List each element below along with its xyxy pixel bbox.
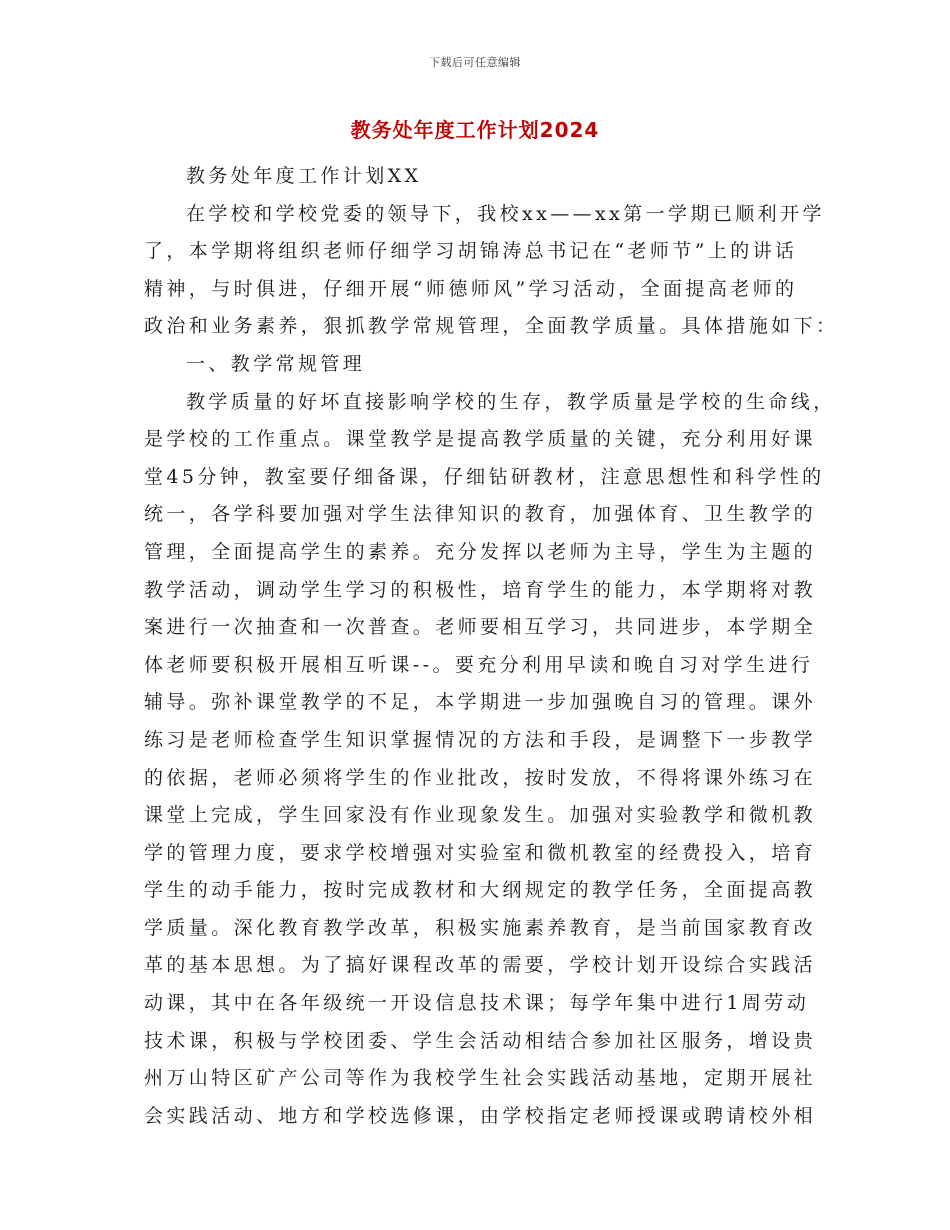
text-line: 案进行一次抽查和一次普查。老师要相互学习，共同进步，本学期全 bbox=[144, 616, 817, 639]
text-line: 体老师要积极开展相互听课--。要充分利用早读和晚自习对学生进行 bbox=[144, 653, 814, 676]
document-body bbox=[144, 158, 839, 1135]
text-line: 堂45分钟，教室要仔细备课，仔细钻研教材，注意思想性和科学性的 bbox=[144, 465, 825, 488]
text-line: 会实践活动、地方和学校选修课，由学校指定老师授课或聘请校外相 bbox=[144, 1104, 817, 1127]
text-line: 技术课，积极与学校团委、学生会活动相结合参加社区服务，增设贵 bbox=[144, 1029, 817, 1052]
text-line: 了，本学期将组织老师仔细学习胡锦涛总书记在“老师节”上的讲话 bbox=[144, 240, 798, 263]
text-line: 政治和业务素养，狠抓教学常规管理，全面教学质量。具体措施如下： bbox=[144, 315, 839, 338]
text-line: 练习是老师检查学生知识掌握情况的方法和手段，是调整下一步教学 bbox=[144, 728, 817, 751]
text-line: 动课，其中在各年级统一开设信息技术课；每学年集中进行1周劳动 bbox=[144, 992, 810, 1015]
text-line: 教学质量的好坏直接影响学校的生存，教学质量是学校的生命线， bbox=[186, 390, 836, 413]
text-line: 学的管理力度，要求学校增强对实验室和微机教室的经费投入，培育 bbox=[144, 841, 817, 864]
document-title: 教务处年度工作计划2024 bbox=[350, 118, 600, 142]
text-line: 学质量。深化教育教学改革，积极实施素养教育，是当前国家教育改 bbox=[144, 916, 817, 939]
text-line: 学生的动手能力，按时完成教材和大纲规定的教学任务，全面提高教 bbox=[144, 879, 817, 902]
text-line: 课堂上完成，学生回家没有作业现象发生。加强对实验教学和微机教 bbox=[144, 804, 817, 827]
text-line: 辅导。弥补课堂教学的不足，本学期进一步加强晚自习的管理。课外 bbox=[144, 691, 817, 714]
text-line: 的依据，老师必须将学生的作业批改，按时发放，不得将课外练习在 bbox=[144, 766, 817, 789]
text-line: 是学校的工作重点。课堂教学是提高教学质量的关键，充分利用好课 bbox=[144, 428, 817, 451]
header-note: 下载后可任意编辑 bbox=[429, 56, 521, 69]
text-line: 一、教学常规管理 bbox=[186, 352, 366, 375]
text-line: 统一，各学科要加强对学生法律知识的教育，加强体育、卫生教学的 bbox=[144, 503, 817, 526]
text-line: 管理，全面提高学生的素养。充分发挥以老师为主导，学生为主题的 bbox=[144, 540, 817, 563]
text-line: 教学活动，调动学生学习的积极性，培育学生的能力，本学期将对教 bbox=[144, 578, 817, 601]
text-line: 在学校和学校党委的领导下，我校xx——xx第一学期已顺利开学 bbox=[186, 202, 825, 225]
text-line: 精神，与时俱进，仔细开展“师德师风”学习活动，全面提高老师的 bbox=[144, 277, 798, 300]
text-line: 教务处年度工作计划XX bbox=[186, 165, 422, 187]
text-line: 州万山特区矿产公司等作为我校学生社会实践活动基地，定期开展社 bbox=[144, 1067, 817, 1090]
text-line: 革的基本思想。为了搞好课程改革的需要，学校计划开设综合实践活 bbox=[144, 954, 817, 977]
